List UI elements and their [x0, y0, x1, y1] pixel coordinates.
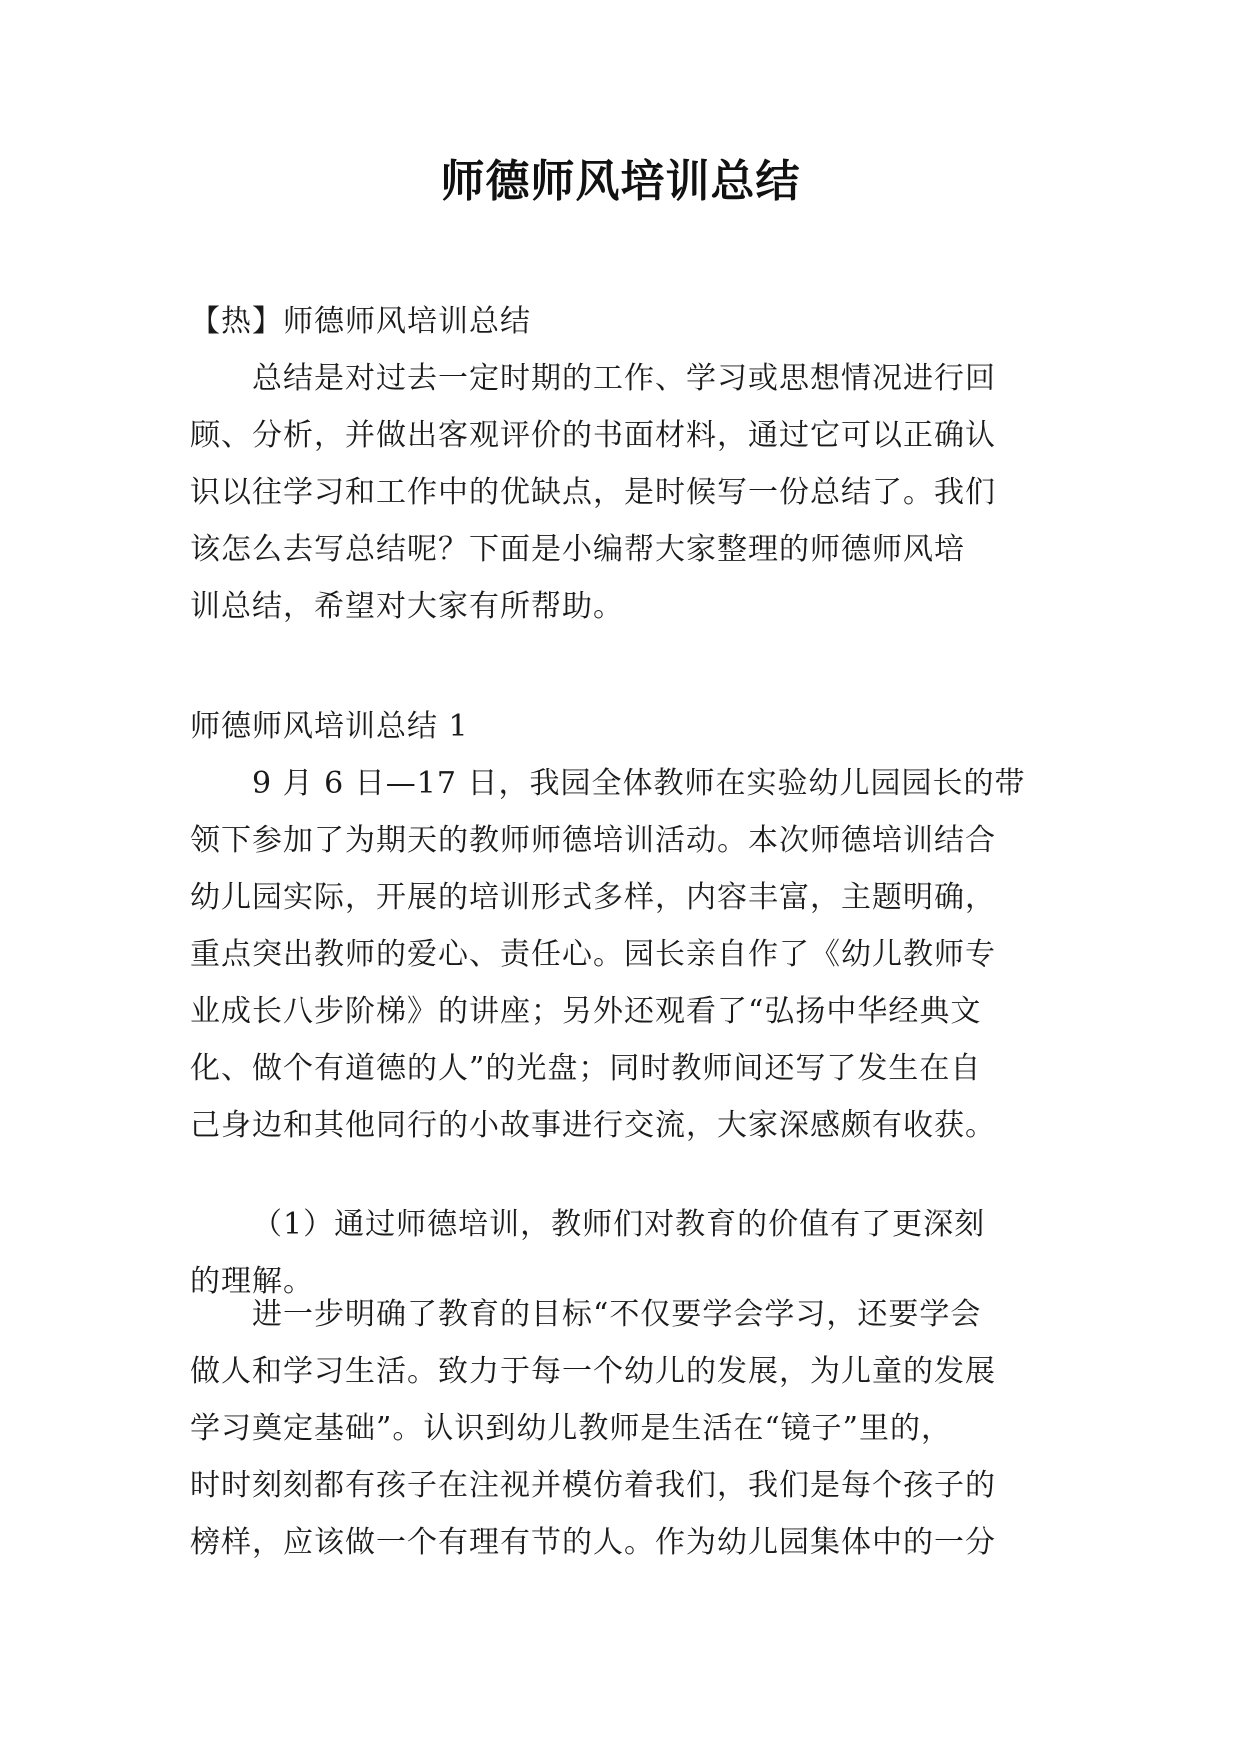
paragraph-line: 做人和学习生活。致力于每一个幼儿的发展，为儿童的发展: [190, 1354, 996, 1389]
intro-line: 识以往学习和工作中的优缺点，是时候写一份总结了。我们: [190, 475, 996, 510]
section-heading-block: [190, 698, 1060, 755]
intro-line: 顾、分析，并做出客观评价的书面材料，通过它可以正确认: [190, 418, 996, 453]
paragraph-line: 进一步明确了教育的目标“不仅要学会学习，还要学会: [252, 1297, 982, 1332]
paragraph-line: 重点突出教师的爱心、责任心。园长亲自作了《幼儿教师专: [190, 937, 996, 972]
intro-line: 该怎么去写总结呢？下面是小编帮大家整理的师德师风培: [190, 532, 965, 567]
document-title: 师德师风培训总结: [440, 156, 801, 207]
paragraph-line: 学习奠定基础”。认识到幼儿教师是生活在“镜子”里的，: [190, 1411, 953, 1446]
tag-line-block: [190, 293, 1060, 350]
intro-line: 训总结，希望对大家有所帮助。: [190, 589, 624, 624]
paragraph-1: [190, 755, 1060, 1154]
paragraph-line: 幼儿园实际，开展的培训形式多样，内容丰富，主题明确，: [190, 880, 996, 915]
paragraph-line: （1）通过师德培训，教师们对教育的价值有了更深刻: [252, 1207, 986, 1242]
paragraph-line: 时时刻刻都有孩子在注视并模仿着我们，我们是每个孩子的: [190, 1468, 996, 1503]
paragraph-line: 己身边和其他同行的小故事进行交流，大家深感颇有收获。: [190, 1108, 996, 1143]
paragraph-line: 榜样，应该做一个有理有节的人。作为幼儿园集体中的一分: [190, 1525, 996, 1560]
paragraph-3: [190, 1286, 1060, 1571]
section-heading: 师德师风培训总结 1: [190, 709, 469, 744]
tag-line: 【热】师德师风培训总结: [190, 304, 531, 339]
paragraph-line: 9 月 6 日—17 日，我园全体教师在实验幼儿园园长的带: [252, 766, 1026, 801]
intro-paragraph: [190, 350, 1060, 635]
intro-line: 总结是对过去一定时期的工作、学习或思想情况进行回: [252, 361, 996, 396]
paragraph-line: 的理解。: [190, 1264, 314, 1299]
paragraph-line: 领下参加了为期天的教师师德培训活动。本次师德培训结合: [190, 823, 996, 858]
paragraph-line: 化、做个有道德的人”的光盘；同时教师间还写了发生在自: [190, 1051, 982, 1086]
paragraph-line: 业成长八步阶梯》的讲座；另外还观看了“弘扬中华经典文: [190, 994, 982, 1029]
